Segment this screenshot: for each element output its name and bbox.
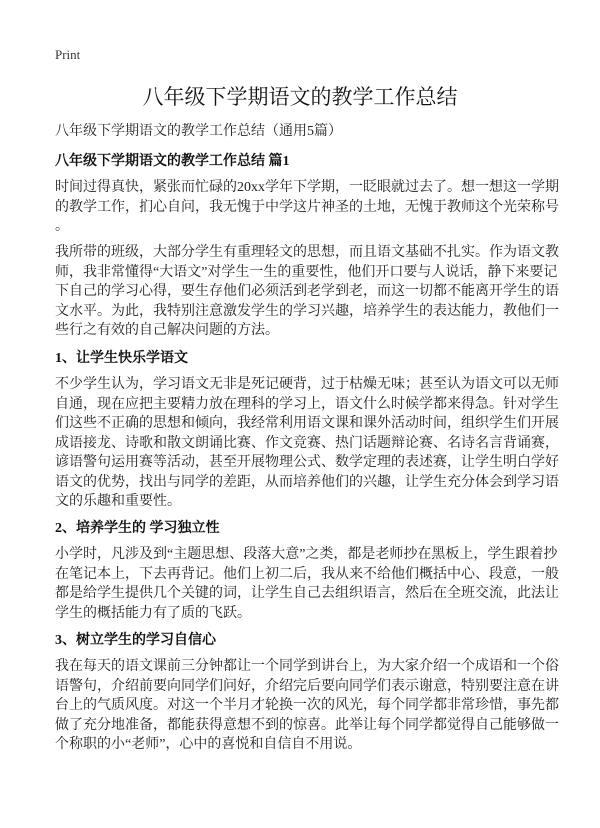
line: 的教学工作，扪心自问，我无愧于中学这片神圣的土地，无愧于教师这个光荣称号 — [55, 199, 559, 215]
line: 语文的优势，找出与同学的差距，从而培养他们的兴趣，让学生充分体会到学习语 — [55, 474, 559, 490]
line: 学生的概括能力有了质的飞跃。 — [55, 605, 251, 621]
paragraph-2 — [55, 243, 559, 341]
document-title: 八年级下学期语文的教学工作总结 — [142, 85, 458, 109]
line: 小学时，凡涉及到“主题思想、段落大意”之类，都是老师抄在黑板上，学生跟着抄 — [55, 547, 558, 562]
section-title: 八年级下学期语文的教学工作总结 篇1 — [55, 154, 290, 169]
paragraph-1 — [55, 178, 559, 237]
heading-2: 2、培养学生的 学习独立性 — [55, 521, 220, 536]
line: 自通，现在应把主要精力放在理科的学习上，语文什么时候学都来得急。针对学生 — [55, 396, 559, 412]
paragraph-5 — [55, 657, 559, 755]
line: 做了充分地准备，都能获得意想不到的惊喜。此举让每个同学都觉得自己能够做一 — [55, 717, 559, 733]
print-link[interactable]: Print — [55, 47, 81, 62]
paragraph-3 — [55, 375, 559, 512]
line: 文水平。为此，我特别注意激发学生的学习兴趣，培养学生的表达能力，教他们一 — [55, 303, 559, 319]
line: 台上的气质风度。对这一个半月才轮换一次的风光，每个同学都非常珍惜，事先都 — [55, 698, 559, 713]
line: 我所带的班级，大部分学生有重理轻文的思想，而且语文基础不扎实。作为语文教 — [55, 245, 559, 260]
line: 们这些不正确的思想和倾向，我经常利用语文课和课外活动时间，组织学生们开展 — [55, 416, 559, 431]
heading-3: 3、树立学生的学习自信心 — [55, 633, 216, 648]
line: 。 — [55, 219, 69, 234]
document-subtitle: 八年级下学期语文的教学工作总结（通用5篇） — [55, 124, 342, 139]
heading-1: 1、让学生快乐学语文 — [55, 351, 188, 366]
line: 个称职的小“老师”，心中的喜悦和自信自不用说。 — [55, 737, 362, 752]
line: 师，我非常懂得“大语文”对学生一生的重要性，他们开口要与人说话，静下来要记 — [55, 264, 558, 280]
line: 时间过得真快，紧张而忙碌的20xx学年下学期，一眨眼就过去了。想一想这一学期 — [55, 180, 559, 195]
line: 都是给学生提供几个关键的词，让学生自己去组织语言，然后在全班交流，此法让 — [55, 586, 559, 601]
line: 成语接龙、诗歌和散文朗诵比赛、作文竞赛、热门话题辩论赛、名诗名言背诵赛， — [55, 435, 559, 451]
line: 我在每天的语文课前三分钟都让一个同学到讲台上，为大家介绍一个成语和一个俗 — [55, 659, 559, 674]
line: 不少学生认为，学习语文无非是死记硬背，过于枯燥无味；甚至认为语文可以无师 — [55, 377, 559, 392]
line: 在笔记本上，下去再背记。他们上初二后，我从来不给他们概括中心、段意，一般 — [55, 566, 559, 582]
line: 些行之有效的自己解决问题的方法。 — [55, 323, 279, 338]
line: 文的乐趣和重要性。 — [55, 494, 181, 509]
line: 下自己的学习心得，要生存他们必须活到老学到老，而这一切都不能离开学生的语 — [55, 284, 559, 299]
paragraph-4 — [55, 545, 559, 623]
line: 谚语警句运用赛等活动，甚至开展物理公式、数学定理的表述赛，让学生明白学好 — [55, 455, 559, 470]
line: 语警句，介绍前要向同学们问好，介绍完后要向同学们表示谢意，特别要注意在讲 — [55, 678, 559, 694]
